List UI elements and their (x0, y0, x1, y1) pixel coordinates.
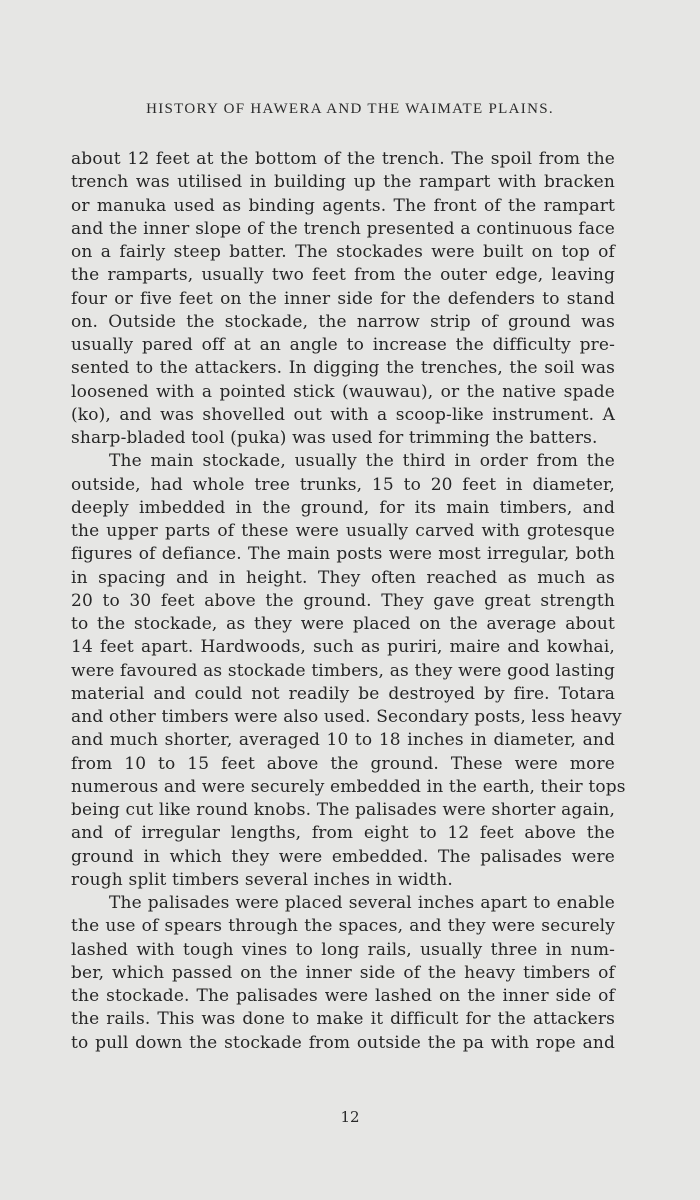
text-line: numerous and were securely embedded in the earth, their tops (71, 776, 626, 797)
text-line: The palisades were placed several inches apart to enable (109, 893, 615, 913)
paragraph (71, 148, 615, 450)
text-line: from 10 to 15 feet above the ground. These were more (71, 753, 615, 774)
text-line: the use of spears through the spaces, and they were securely (71, 916, 615, 937)
text-line: ground in which they were embedded. The palisades were (71, 846, 615, 867)
text-line: loosened with a pointed stick (wauwau), or the native spade (71, 381, 615, 402)
text-line: to pull down the stockade from outside the pa with rope and (71, 1032, 615, 1053)
page-number: 12 (340, 1108, 360, 1126)
text-line: sharp-bladed tool (puka) was used for trimming the batters. (71, 428, 598, 448)
text-line: trench was utilised in building up the rampart with bracken (71, 172, 615, 193)
text-line: in spacing and in height. They often reached as much as (71, 567, 615, 588)
text-line: outside, had whole tree trunks, 15 to 20 feet in diameter, (71, 474, 615, 495)
text-line: and other timbers were also used. Secondary posts, less heavy (71, 707, 622, 727)
text-line: and of irregular lengths, from eight to 12 feet above the (71, 823, 615, 844)
text-line: and the inner slope of the trench presented a continuous face (71, 218, 615, 239)
text-line: usually pared off at an angle to increase the difficulty pre- (71, 335, 615, 355)
paragraph (71, 892, 615, 1055)
text-line: about 12 feet at the bottom of the trench. The spoil from the (71, 149, 615, 169)
text-line: were favoured as stockade timbers, as they were good lasting (71, 660, 615, 681)
text-line: four or five feet on the inner side for the defenders to stand (71, 288, 615, 309)
text-line: rough split timbers several inches in width. (71, 869, 453, 890)
text-line: (ko), and was shovelled out with a scoop-like instrument. A (71, 404, 615, 425)
text-line: sented to the attackers. In digging the trenches, the soil was (71, 358, 615, 379)
text-line: The main stockade, usually the third in order from the (109, 451, 615, 472)
text-line: the ramparts, usually two feet from the outer edge, leaving (71, 265, 615, 286)
text-line: 20 to 30 feet above the ground. They gave great strength (71, 590, 615, 611)
body-text (71, 148, 626, 1055)
running-head: HISTORY OF HAWERA AND THE WAIMATE PLAINS. (146, 101, 554, 117)
text-line: material and could not readily be destroyed by fire. Totara (71, 683, 615, 704)
text-line: figures of defiance. The main posts were most irregular, both (71, 544, 615, 565)
text-line: lashed with tough vines to long rails, usually three in num- (71, 939, 615, 960)
text-line: the stockade. The palisades were lashed on the inner side of (71, 986, 615, 1006)
text-line: 14 feet apart. Hardwoods, such as puriri, maire and kowhai, (71, 637, 615, 658)
text-line: being cut like round knobs. The palisades were shorter again, (71, 800, 615, 820)
text-line: to the stockade, as they were placed on the average about (71, 614, 615, 634)
text-line: and much shorter, averaged 10 to 18 inches in diameter, and (71, 730, 615, 751)
text-line: the rails. This was done to make it difficult for the attackers (71, 1009, 615, 1030)
text-line: deeply imbedded in the ground, for its main timbers, and (71, 497, 615, 518)
text-line: the upper parts of these were usually carved with grotesque (71, 521, 615, 541)
text-line: on a fairly steep batter. The stockades were built on top of (71, 242, 615, 262)
text-line: on. Outside the stockade, the narrow strip of ground was (71, 311, 615, 332)
text-line: or manuka used as binding agents. The front of the rampart (71, 195, 615, 216)
paragraph (71, 450, 626, 892)
text-line: ber, which passed on the inner side of the heavy timbers of (71, 962, 615, 983)
